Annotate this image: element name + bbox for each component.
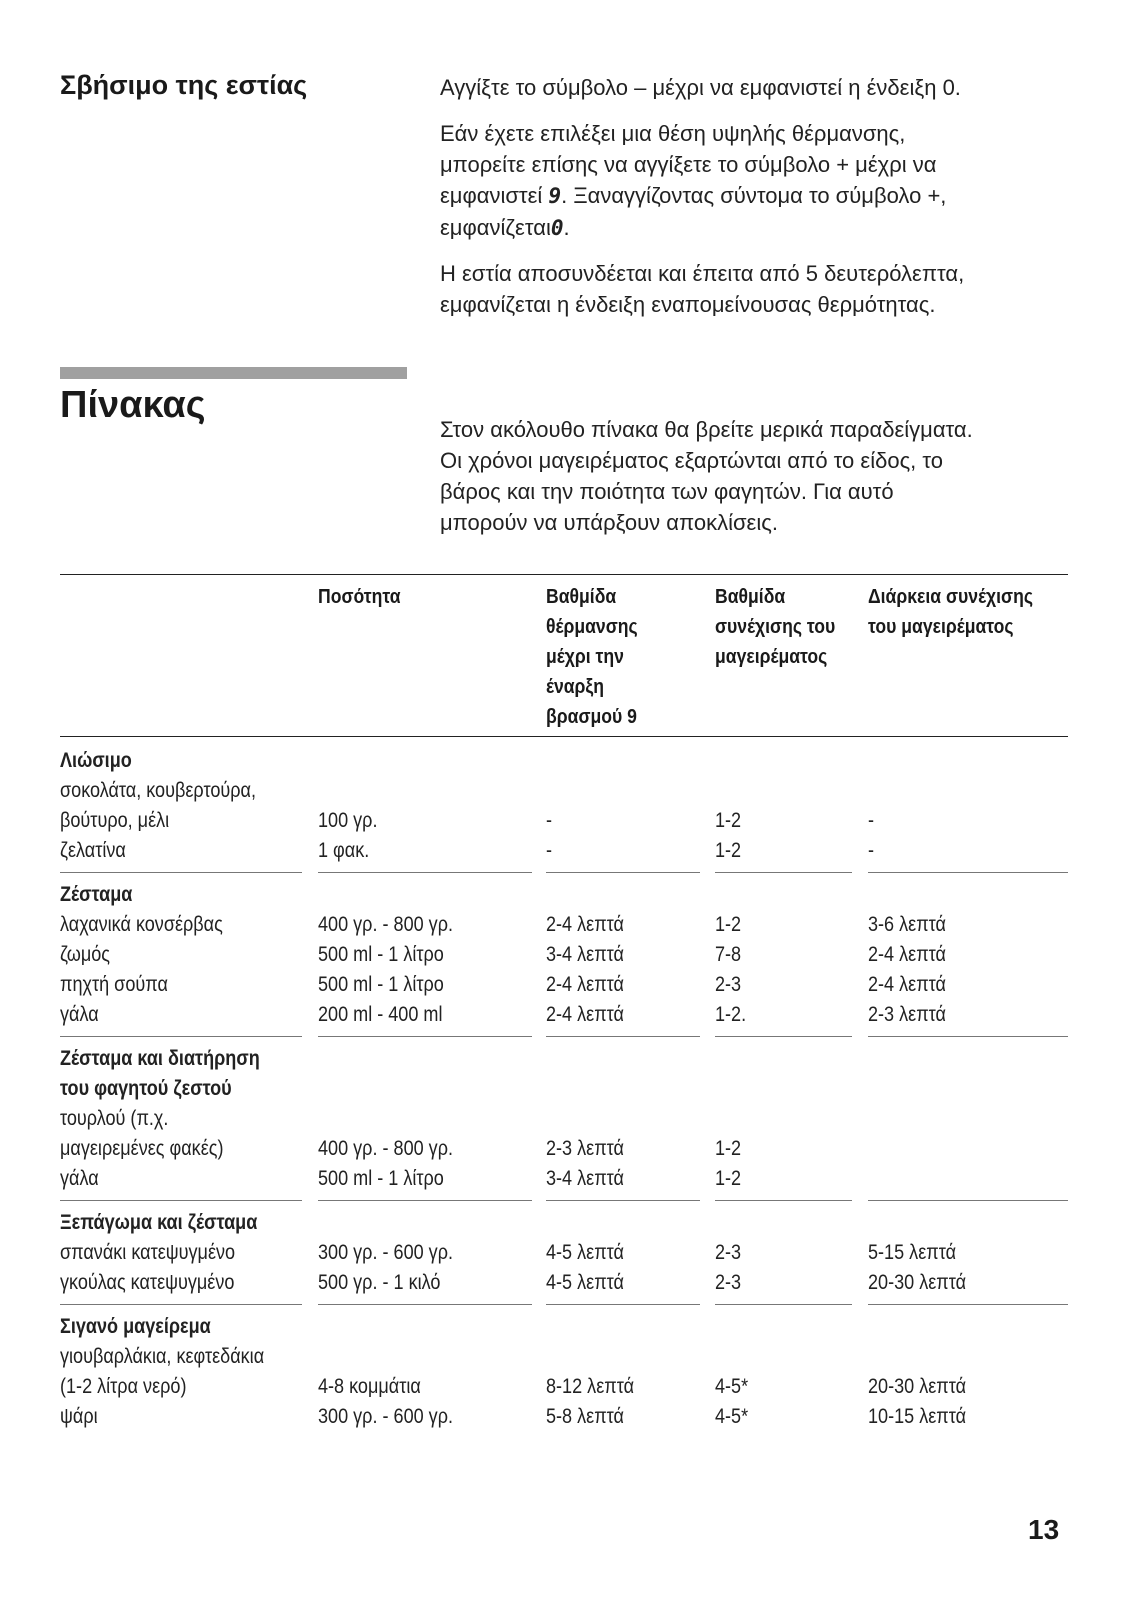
header-line: θέρμανσης xyxy=(546,616,638,638)
group-separator xyxy=(60,1200,302,1201)
table-title: Πίνακας xyxy=(60,384,206,426)
header-line: του μαγειρέματος xyxy=(868,616,1014,638)
category-label: Σιγανό μαγείρεμα xyxy=(60,1315,211,1338)
paragraph-line: Η εστία αποσυνδέεται και έπειτα από 5 δευτερόλεπτα, xyxy=(440,261,965,286)
text-fragment: . xyxy=(563,215,570,240)
quantity-cell: 400 γρ. - 800 γρ. xyxy=(318,913,453,936)
category-label: Ζέσταμα xyxy=(60,883,133,906)
group-separator xyxy=(868,872,1068,873)
header-line: μέχρι την xyxy=(546,646,624,668)
category-label: του φαγητού ζεστού xyxy=(60,1077,232,1100)
food-name: μαγειρεμένες φακές) xyxy=(60,1137,224,1160)
group-separator xyxy=(715,1200,852,1201)
paragraph-line: Στον ακόλουθο πίνακα θα βρείτε μερικά παραδείγματα. xyxy=(440,417,973,442)
header-continue-level xyxy=(715,582,835,672)
continue-level-cell: 1-2. xyxy=(715,1003,747,1026)
quantity-cell: 100 γρ. xyxy=(318,809,378,832)
continue-level-cell: 1-2 xyxy=(715,913,742,936)
duration-cell: 3-6 λεπτά xyxy=(868,913,946,936)
group-separator xyxy=(60,872,302,873)
duration-cell: 2-4 λεπτά xyxy=(868,943,946,966)
duration-cell: 2-4 λεπτά xyxy=(868,973,946,996)
text-fragment: εμφανίζεται xyxy=(440,215,551,240)
section-heading: Σβήσιμο της εστίας xyxy=(60,70,308,100)
header-heat-level xyxy=(546,582,638,732)
continue-level-cell: 2-3 xyxy=(715,973,742,996)
quantity-cell: 1 φακ. xyxy=(318,839,370,862)
food-name: λαχανικά κονσέρβας xyxy=(60,913,223,936)
quantity-cell: 500 ml - 1 λίτρο xyxy=(318,973,444,996)
header-line: συνέχισης του xyxy=(715,616,836,638)
heat-time-cell: 3-4 λεπτά xyxy=(546,943,624,966)
duration-cell: 10-15 λεπτά xyxy=(868,1405,967,1428)
header-quantity: Ποσότητα xyxy=(318,586,401,608)
food-name: πηχτή σούπα xyxy=(60,973,168,996)
continue-level-cell: 2-3 xyxy=(715,1241,742,1264)
quantity-cell: 4-8 κομμάτια xyxy=(318,1375,421,1398)
display-digit-0-icon: 0 xyxy=(550,216,564,240)
quantity-cell: 300 γρ. - 600 γρ. xyxy=(318,1405,453,1428)
category-label: Ζέσταμα και διατήρηση xyxy=(60,1047,260,1070)
duration-cell: 5-15 λεπτά xyxy=(868,1241,957,1264)
paragraph-line: βάρος και την ποιότητα των φαγητών. Για αυτό xyxy=(440,479,894,504)
group-separator xyxy=(546,872,700,873)
continue-level-cell: 1-2 xyxy=(715,839,742,862)
heat-time-cell: 2-3 λεπτά xyxy=(546,1137,624,1160)
paragraph-line: Εάν έχετε επιλέξει μια θέση υψηλής θέρμανσης, xyxy=(440,121,906,146)
duration-cell: - xyxy=(868,839,875,862)
header-line: Βαθμίδα xyxy=(546,586,617,608)
section-divider-bar xyxy=(60,367,407,379)
text-fragment: . Ξαναγγίζοντας σύντομα το σύμβολο +, xyxy=(561,183,947,208)
continue-level-cell: 1-2 xyxy=(715,809,742,832)
heat-time-cell: 4-5 λεπτά xyxy=(546,1241,624,1264)
heat-time-cell: 3-4 λεπτά xyxy=(546,1167,624,1190)
quantity-cell: 200 ml - 400 ml xyxy=(318,1003,443,1026)
heat-time-cell: 4-5 λεπτά xyxy=(546,1271,624,1294)
continue-level-cell: 7-8 xyxy=(715,943,742,966)
food-name: (1-2 λίτρα νερό) xyxy=(60,1375,187,1398)
header-line: βρασμού 9 xyxy=(546,706,637,728)
residual-heat-paragraph xyxy=(440,258,1080,320)
switch-off-instruction xyxy=(440,72,1080,103)
group-separator xyxy=(318,1200,532,1201)
quantity-cell: 500 ml - 1 λίτρο xyxy=(318,1167,444,1190)
heat-time-cell: - xyxy=(546,839,553,862)
heat-time-cell: 8-12 λεπτά xyxy=(546,1375,635,1398)
paragraph-line xyxy=(440,215,570,240)
duration-cell: - xyxy=(868,809,875,832)
food-name: ζελατίνα xyxy=(60,839,126,862)
heat-time-cell: - xyxy=(546,809,553,832)
continue-level-cell: 1-2 xyxy=(715,1167,742,1190)
quantity-cell: 400 γρ. - 800 γρ. xyxy=(318,1137,453,1160)
food-name: βούτυρο, μέλι xyxy=(60,809,170,832)
group-separator xyxy=(318,1304,532,1305)
group-separator xyxy=(868,1036,1068,1037)
high-setting-paragraph xyxy=(440,118,1080,244)
table-intro-paragraph xyxy=(440,414,1080,538)
food-name: γκούλας κατεψυγμένο xyxy=(60,1271,235,1294)
group-separator xyxy=(715,1036,852,1037)
paragraph-line: Αγγίξτε το σύμβολο – μέχρι να εμφανιστεί η ένδειξη 0. xyxy=(440,75,961,100)
duration-cell: 20-30 λεπτά xyxy=(868,1375,967,1398)
display-digit-9-icon: 9 xyxy=(548,184,562,208)
group-separator xyxy=(715,1304,852,1305)
category-label: Ξεπάγωμα και ζέσταμα xyxy=(60,1211,258,1234)
heat-time-cell: 2-4 λεπτά xyxy=(546,1003,624,1026)
group-separator xyxy=(60,1304,302,1305)
duration-cell: 20-30 λεπτά xyxy=(868,1271,967,1294)
heat-time-cell: 2-4 λεπτά xyxy=(546,913,624,936)
heat-time-cell: 2-4 λεπτά xyxy=(546,973,624,996)
food-name: ζωμός xyxy=(60,943,111,966)
text-fragment: εμφανιστεί xyxy=(440,183,549,208)
header-duration xyxy=(868,582,1033,642)
paragraph-line: μπορούν να υπάρξουν αποκλίσεις. xyxy=(440,510,778,535)
paragraph-line: μπορείτε επίσης να αγγίξετε το σύμβολο + μέχρι να xyxy=(440,152,937,177)
group-separator xyxy=(60,1036,302,1037)
group-separator xyxy=(546,1200,700,1201)
quantity-cell: 500 γρ. - 1 κιλό xyxy=(318,1271,441,1294)
table-header-rule xyxy=(60,736,1068,737)
paragraph-line: εμφανίζεται η ένδειξη εναπομείνουσας θερμότητας. xyxy=(440,292,936,317)
header-line: Διάρκεια συνέχισης xyxy=(868,586,1033,608)
quantity-cell: 300 γρ. - 600 γρ. xyxy=(318,1241,453,1264)
group-separator xyxy=(868,1304,1068,1305)
food-name: σοκολάτα, κουβερτούρα, xyxy=(60,779,256,802)
continue-level-cell: 4-5* xyxy=(715,1405,749,1428)
group-separator xyxy=(868,1200,1068,1201)
food-name: γιουβαρλάκια, κεφτεδάκια xyxy=(60,1345,265,1368)
food-name: γάλα xyxy=(60,1167,99,1190)
duration-cell: 2-3 λεπτά xyxy=(868,1003,946,1026)
continue-level-cell: 4-5* xyxy=(715,1375,749,1398)
continue-level-cell: 2-3 xyxy=(715,1271,742,1294)
continue-level-cell: 1-2 xyxy=(715,1137,742,1160)
group-separator xyxy=(546,1304,700,1305)
group-separator xyxy=(318,1036,532,1037)
group-separator xyxy=(715,872,852,873)
group-separator xyxy=(318,872,532,873)
quantity-cell: 500 ml - 1 λίτρο xyxy=(318,943,444,966)
food-name: τουρλού (π.χ. xyxy=(60,1107,169,1130)
header-line: Βαθμίδα xyxy=(715,586,786,608)
food-name: ψάρι xyxy=(60,1405,98,1428)
paragraph-line xyxy=(440,183,946,208)
table-top-rule xyxy=(60,574,1068,575)
food-name: γάλα xyxy=(60,1003,99,1026)
food-name: σπανάκι κατεψυγμένο xyxy=(60,1241,236,1264)
header-line: μαγειρέματος xyxy=(715,646,828,668)
paragraph-line: Οι χρόνοι μαγειρέματος εξαρτώνται από το είδος, το xyxy=(440,448,944,473)
heat-time-cell: 5-8 λεπτά xyxy=(546,1405,624,1428)
page-number: 13 xyxy=(1028,1514,1060,1545)
header-line: έναρξη xyxy=(546,676,605,698)
group-separator xyxy=(546,1036,700,1037)
category-label: Λιώσιμο xyxy=(60,749,132,772)
